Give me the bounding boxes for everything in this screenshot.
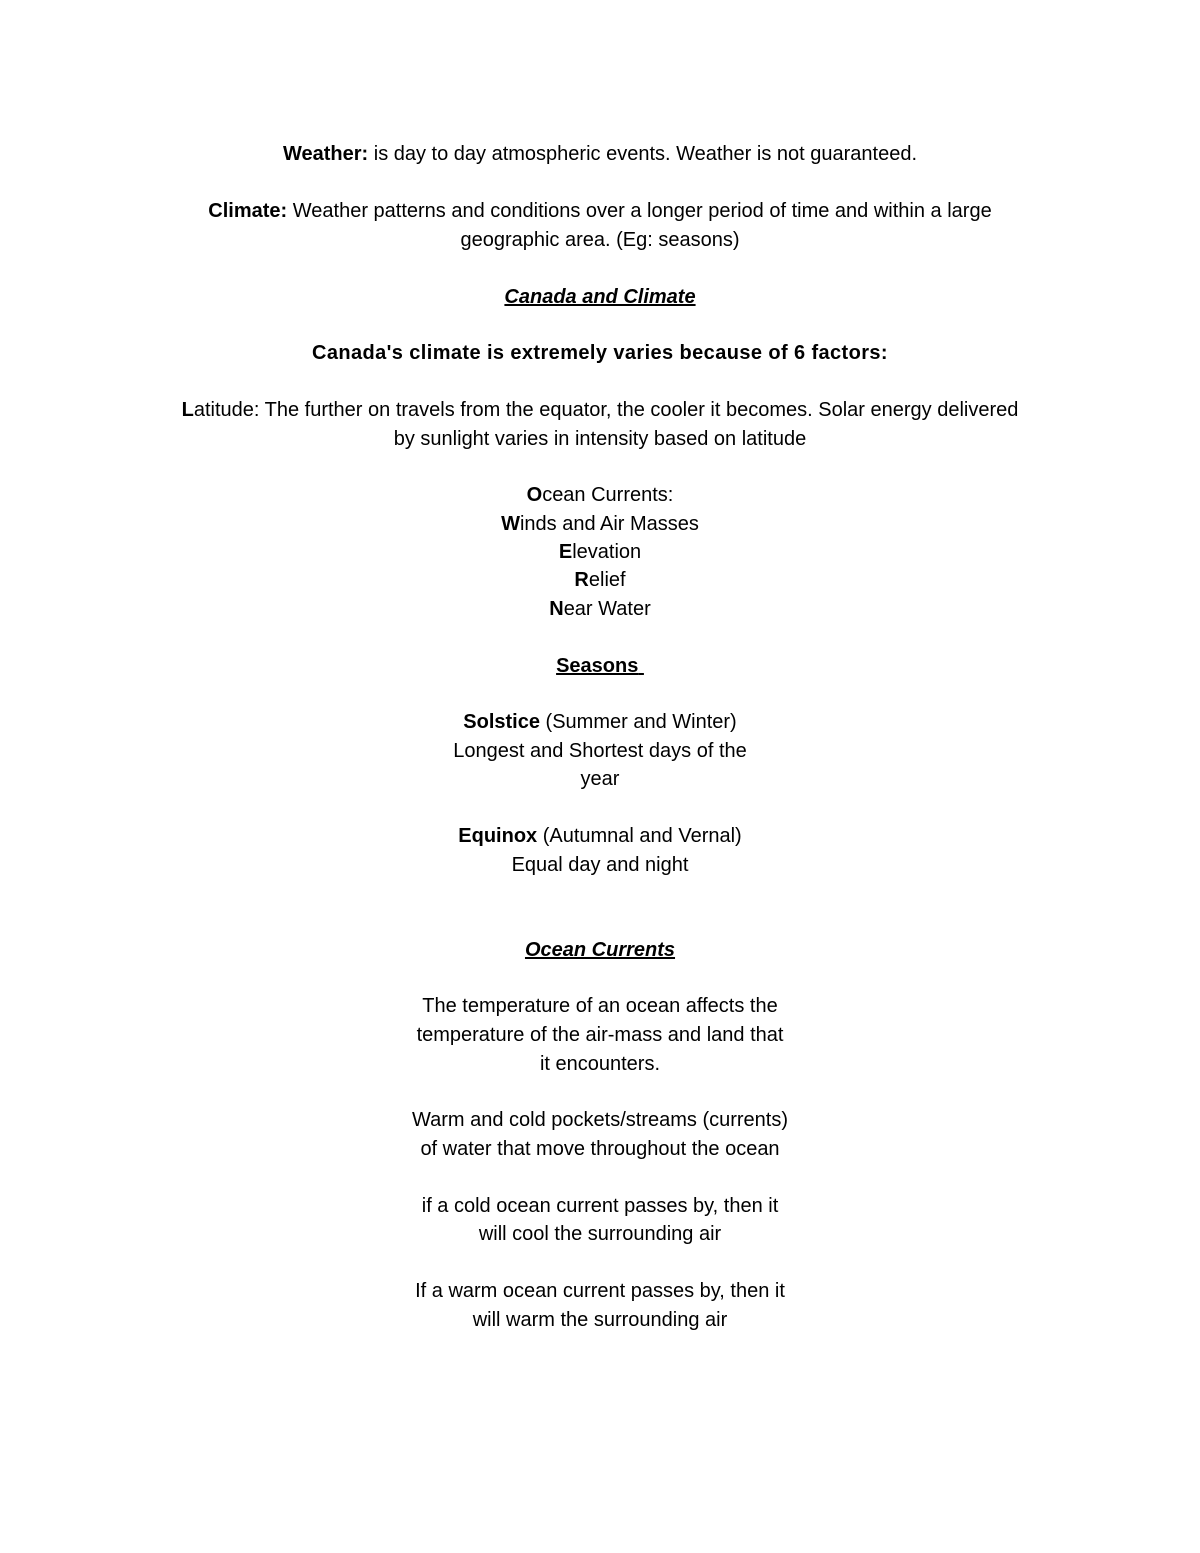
factors-intro: Canada's climate is extremely varies because of 6 factors: xyxy=(311,342,888,364)
latitude-text-line1: atitude: The further on travels from the equator, the cooler it becomes. Solar energy delivered xyxy=(193,399,1019,421)
equinox-desc: Equal day and night xyxy=(511,854,689,876)
ocean-p1-line2: temperature of the air-mass and land that xyxy=(416,1024,784,1046)
weather-definition xyxy=(0,140,1200,168)
factor-text: ear Water xyxy=(563,598,651,620)
factor-ocean-currents xyxy=(0,481,1200,509)
ocean-p1-line3: it encounters. xyxy=(539,1053,661,1075)
ocean-p4-line1: If a warm ocean current passes by, then it xyxy=(415,1280,785,1302)
equinox-line xyxy=(0,822,1200,850)
equinox-types: (Autumnal and Vernal) xyxy=(537,825,742,847)
factor-near-water xyxy=(0,595,1200,623)
weather-text: is day to day atmospheric events. Weather is not guaranteed. xyxy=(368,143,918,165)
factor-initial: W xyxy=(501,513,520,535)
factor-initial: R xyxy=(574,569,589,591)
canada-climate-heading: Canada and Climate xyxy=(504,286,696,308)
factor-text: levation xyxy=(572,541,642,563)
ocean-currents-heading: Ocean Currents xyxy=(524,939,676,961)
latitude-factor xyxy=(0,396,1200,424)
factor-elevation xyxy=(0,538,1200,566)
solstice-types: (Summer and Winter) xyxy=(539,711,737,733)
factor-relief xyxy=(0,566,1200,594)
solstice-term: Solstice xyxy=(463,711,540,733)
ocean-p2-line1: Warm and cold pockets/streams (currents) xyxy=(411,1109,789,1131)
factor-text: elief xyxy=(588,569,626,591)
climate-text-line1: Weather patterns and conditions over a longer period of time and within a large xyxy=(287,200,992,222)
ocean-p3-line2: will cool the surrounding air xyxy=(478,1223,722,1245)
factor-text: inds and Air Masses xyxy=(519,513,699,535)
ocean-p1-line1: The temperature of an ocean affects the xyxy=(422,995,778,1017)
climate-definition xyxy=(0,197,1200,225)
solstice-line xyxy=(0,708,1200,736)
ocean-p3-line1: if a cold ocean current passes by, then it xyxy=(421,1195,779,1217)
solstice-desc-line1: Longest and Shortest days of the xyxy=(453,740,747,762)
seasons-heading-text: Seasons xyxy=(556,655,639,677)
factor-initial: O xyxy=(526,484,543,506)
factor-initial: N xyxy=(549,598,564,620)
factor-text: cean Currents: xyxy=(542,484,674,506)
ocean-p4-line2: will warm the surrounding air xyxy=(472,1309,728,1331)
factor-winds-air-masses xyxy=(0,510,1200,538)
latitude-text-line2: by sunlight varies in intensity based on latitude xyxy=(393,428,807,450)
latitude-initial: L xyxy=(181,399,194,421)
solstice-desc-line2: year xyxy=(580,768,620,790)
weather-term: Weather: xyxy=(282,143,369,165)
climate-term: Climate: xyxy=(208,200,288,222)
climate-text-line2: geographic area. (Eg: seasons) xyxy=(460,229,740,251)
seasons-heading xyxy=(0,652,1200,680)
ocean-p2-line2: of water that move throughout the ocean xyxy=(420,1138,780,1160)
equinox-term: Equinox xyxy=(458,825,538,847)
factor-initial: E xyxy=(558,541,573,563)
